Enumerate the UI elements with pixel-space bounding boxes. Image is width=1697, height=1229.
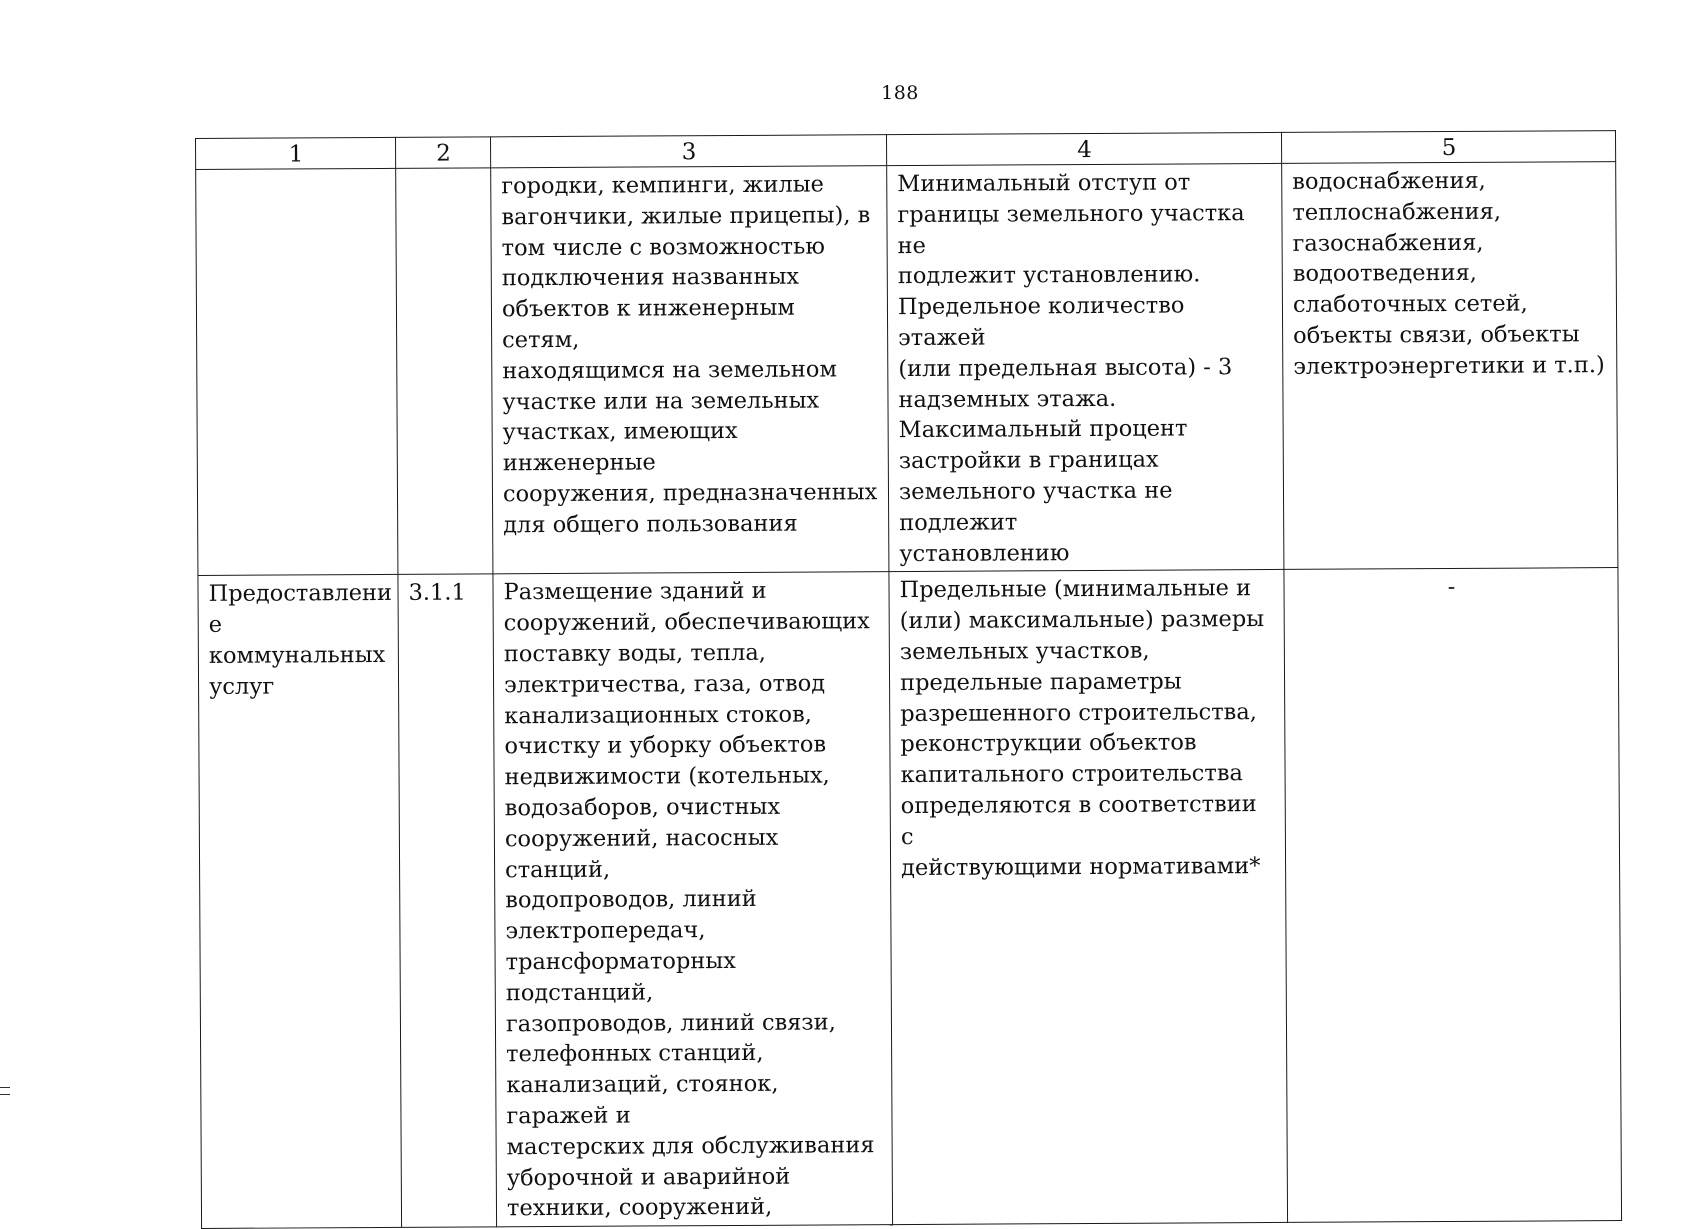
column-header-4: 4 <box>886 132 1281 165</box>
restrictions-cell: водоснабжения, теплоснабжения, газоснабжения, водоотведения, слаботочных сетей, объекты связи, объекты электроэнергетики и т.п.) <box>1282 162 1618 570</box>
table-row <box>198 568 1622 1229</box>
column-header-2: 2 <box>395 137 490 169</box>
use-description-cell: Размещение зданий и сооружений, обеспечивающих поставку воды, тепла, электричества, газа, отвод канализационных стоков, очистку и уборку объектов недвижимости (котельных, водозаборов, очистных сооружений, насосных станций, водопроводов, линий электропередач, трансформаторных подстанций, газопроводов, линий связи, телефонных станций, канализаций, стоянок, гаражей и мастерских для обслуживания уборочной и аварийной техники, сооружений, <box>493 572 893 1227</box>
column-header-3: 3 <box>490 135 886 168</box>
page-number: 188 <box>881 82 919 104</box>
use-description-cell: городки, кемпинги, жилые вагончики, жилые прицепы), в том числе с возможностью подключения названных объектов к инженерным сетям, находящимся на земельном участке или на земельных участках, имеющих инженерные сооружения, предназначенных для общего пользования <box>491 166 889 575</box>
table-row <box>196 162 1618 576</box>
use-name-cell <box>196 168 398 575</box>
parameters-cell: Предельные (минимальные и (или) максимальные) размеры земельных участков, предельные параметры разрешенного строительства, реконструкции объектов капитального строительства определяются в соответствии с действующими нормативами* <box>889 570 1288 1225</box>
scan-artifact-mark <box>0 1087 10 1095</box>
use-code-cell <box>396 168 493 575</box>
use-code-cell: 3.1.1 <box>398 574 497 1227</box>
use-name-cell: Предоставлени е коммунальных услуг <box>198 575 402 1229</box>
column-header-1: 1 <box>196 137 396 169</box>
column-header-5: 5 <box>1281 131 1615 164</box>
restrictions-cell: - <box>1284 568 1622 1223</box>
zoning-table <box>195 130 1622 1229</box>
parameters-cell: Минимальный отступ от границы земельного участка не подлежит установлению. Предельное количество этажей (или предельная высота) - 3 надземных этажа. Максимальный процент застройки в границах земельного участка не подлежит установлению <box>887 163 1284 572</box>
